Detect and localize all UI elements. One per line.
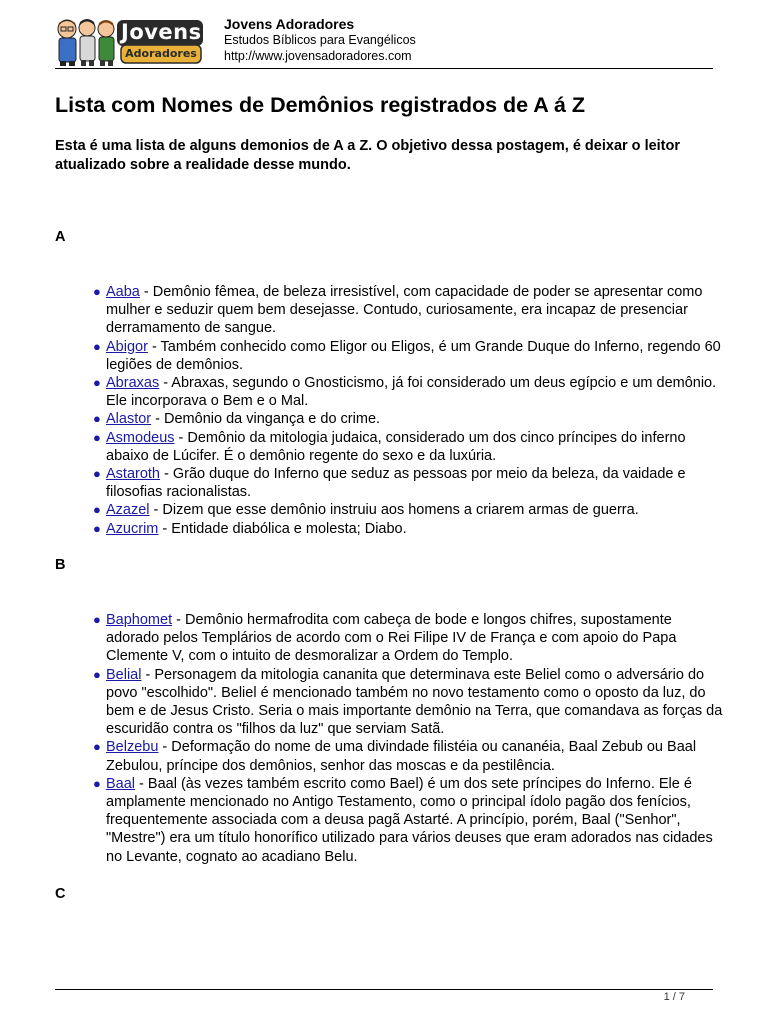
page-header — [55, 14, 713, 69]
entry-description: - Baal (às vezes também escrito como Bael) é um dos sete príncipes do Inferno. Ele é amplamente mencionado no Antigo Testamento, como o principal ídolo pagão dos fenícios, frequentemente associada com a deusa pagã Astarté. A princípio, porém, Baal ("Senhor", "Mestre") era um título honorífico utilizado para vários deuses que eram adorados nas cidades no Levante, cognato ao acadiano Belu. — [106, 775, 713, 865]
bullet-icon: ● — [93, 284, 101, 299]
entry-link-alastor[interactable]: Alastor — [106, 411, 152, 428]
bullet-icon: ● — [93, 338, 101, 354]
bullet-icon: ● — [93, 429, 101, 445]
entry-description: - Demônio hermafrodita com cabeça de bode e longos chifres, supostamente adorado pelos Templários de acordo com o Rei Filipe IV de França e com apoio do Papa Clemente V, com o intuito de desmoralizar a Ordem do Templo. — [106, 612, 677, 665]
bullet-icon: ● — [93, 612, 101, 627]
list-item — [93, 611, 726, 666]
entry-link-baphomet[interactable]: Baphomet — [106, 612, 173, 628]
entry-description: - Também conhecido como Eligor ou Eligos, é um Grande Duque do Inferno, regendo 60 legiões de demônios. — [106, 338, 721, 373]
entry-description: - Demônio da vingança e do crime. — [151, 411, 381, 428]
section-letter-b: B — [55, 557, 66, 573]
page-number: 1 / 7 — [663, 991, 685, 1003]
page-title: Lista com Nomes de Demônios registrados de A á Z — [55, 93, 586, 117]
site-title: Jovens Adoradores — [224, 16, 355, 32]
list-item — [93, 775, 726, 866]
site-url: http://www.jovensadoradores.com — [224, 49, 412, 63]
list-item — [93, 338, 726, 374]
bullet-icon: ● — [93, 502, 101, 518]
section-letter-a: A — [55, 229, 66, 245]
list-item — [93, 374, 726, 410]
list-item — [93, 501, 726, 519]
logo-text-bottom: Adoradores — [125, 47, 197, 60]
site-subtitle: Estudos Bíblicos para Evangélicos — [224, 33, 416, 47]
cartoon-figure-right — [98, 20, 114, 66]
footer-divider — [55, 989, 713, 990]
bullet-icon: ● — [93, 739, 101, 755]
entry-link-asmodeus[interactable]: Asmodeus — [106, 429, 175, 446]
list-item — [93, 465, 726, 501]
entry-link-abigor[interactable]: Abigor — [106, 338, 148, 355]
entry-link-azazel[interactable]: Azazel — [106, 502, 150, 519]
list-item — [93, 738, 726, 774]
cartoon-figure-left — [58, 20, 76, 66]
entry-description: - Grão duque do Inferno que seduz as pessoas por meio da beleza, da vaidade e filosofias racionalistas. — [106, 466, 686, 501]
bullet-icon: ● — [93, 775, 101, 791]
cartoon-figure-middle — [79, 19, 95, 66]
entry-link-belzebu[interactable]: Belzebu — [106, 739, 159, 756]
header-divider — [55, 68, 713, 69]
bullet-icon: ● — [93, 466, 101, 482]
entry-list-a — [90, 283, 726, 538]
entry-link-astaroth[interactable]: Astaroth — [106, 466, 160, 483]
entry-description: - Demônio fêmea, de beleza irresistível, com capacidade de poder se apresentar como mulher e seduzir quem bem desejasse. Contudo, curiosamente, era incapaz de presenciar derramamento de sangue. — [106, 284, 703, 337]
entry-description: - Demônio da mitologia judaica, considerado um dos cinco príncipes do inferno abaixo de Lúcifer. É o demônio regente do sexo e da luxúria. — [106, 429, 686, 464]
list-item — [93, 520, 726, 538]
list-item — [93, 410, 726, 428]
list-item — [93, 429, 726, 465]
site-info — [224, 16, 416, 64]
intro-paragraph: Esta é uma lista de alguns demonios de A a Z. O objetivo dessa postagem, é deixar o leitor atualizado sobre a realidade desse mundo. — [55, 138, 681, 173]
entry-description: - Entidade diabólica e molesta; Diabo. — [158, 520, 407, 537]
entry-link-aaba[interactable]: Aaba — [106, 284, 140, 300]
entry-link-belial[interactable]: Belial — [106, 666, 142, 683]
entry-description: - Personagem da mitologia cananita que determinava este Beliel como o adversário do povo "escolhido". Beliel é mencionado também no novo testamento como o oposto da luz, do bem e de Jesus Cristo. Seria o mais importante demônio na Terra, que comandava as forças da escuridão contra os "filhos da luz" que serviam Satã. — [106, 666, 723, 738]
site-logo — [55, 17, 205, 67]
bullet-icon: ● — [93, 666, 101, 682]
list-item — [93, 666, 726, 739]
entry-description: - Abraxas, segundo o Gnosticismo, já foi considerado um deus egípcio e um demônio. Ele incorporava o Bem e o Mal. — [106, 375, 717, 410]
list-item — [93, 283, 726, 338]
entry-description: - Dizem que esse demônio instruiu aos homens a criarem armas de guerra. — [149, 502, 639, 519]
entry-link-baal[interactable]: Baal — [106, 775, 136, 792]
bullet-icon: ● — [93, 375, 101, 391]
entry-link-abraxas[interactable]: Abraxas — [106, 375, 160, 392]
section-letter-c: C — [55, 886, 66, 902]
bullet-icon: ● — [93, 411, 101, 427]
logo-text-top: Jovens — [121, 20, 202, 44]
entry-description: - Deformação do nome de uma divindade filistéia ou cananéia, Baal Zebub ou Baal Zebulou, príncipe dos demônios, senhor das moscas e da pestilência. — [106, 739, 697, 774]
bullet-icon: ● — [93, 520, 101, 536]
entry-link-azucrim[interactable]: Azucrim — [106, 520, 159, 537]
entry-list-b — [90, 611, 726, 866]
